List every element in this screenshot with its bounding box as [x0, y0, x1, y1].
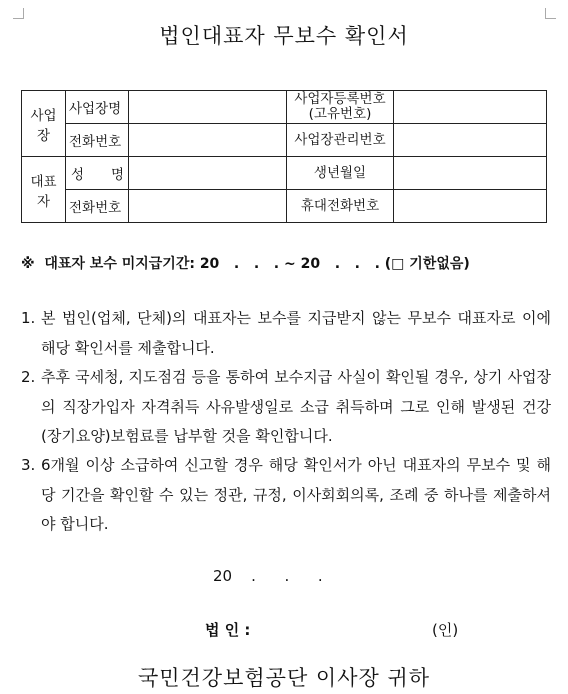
mobile-field[interactable]: [394, 190, 547, 223]
document-title: 법인대표자 무보수 확인서: [159, 24, 409, 48]
table-row: [22, 91, 547, 124]
workplace-phone-field[interactable]: [129, 124, 287, 157]
list-item: [21, 304, 551, 363]
page-corner-mark: [545, 8, 556, 19]
workplace-name-field[interactable]: [129, 91, 287, 124]
business-reg-label: [287, 91, 394, 124]
birth-label: 생년월일: [287, 157, 394, 190]
unpaid-period-notice: ※ 대표자 보수 미지급기간: 20 . . . ~ 20 . . . (□ 기한없음): [21, 256, 470, 272]
table-row: [22, 124, 547, 157]
workplace-phone-label: 전화번호: [66, 124, 129, 157]
date-line: 20 . . .: [213, 567, 323, 585]
item-number: 2.: [21, 368, 36, 386]
list-item: [21, 363, 551, 452]
rep-name-label: 성 명: [66, 157, 129, 190]
item-text: 본 법인(업체, 단체)의 대표자는 보수를 지급받지 않는 무보수 대표자로 이에 해당 확인서를 제출합니다.: [41, 309, 551, 357]
birth-field[interactable]: [394, 157, 547, 190]
rep-phone-label: 전화번호: [66, 190, 129, 223]
item-text: 6개월 이상 소급하여 신고할 경우 해당 확인서가 아닌 대표자의 무보수 및 해당 기간을 확인할 수 있는 정관, 규정, 이사회회의록, 조례 중 하나를 제출하셔야 합니다.: [41, 456, 551, 533]
business-reg-label-line2: (고유번호): [308, 106, 372, 122]
info-table: [21, 90, 547, 223]
list-item: [21, 451, 551, 540]
mobile-label: 휴대전화번호: [287, 190, 394, 223]
addressee: 국민건강보험공단 이사장 귀하: [137, 666, 431, 690]
business-reg-field[interactable]: [394, 91, 547, 124]
item-number: 1.: [21, 309, 36, 327]
seal-mark: (인): [432, 621, 459, 639]
rep-name-field[interactable]: [129, 157, 287, 190]
item-text: 추후 국세청, 지도점검 등을 통하여 보수지급 사실이 확인될 경우, 상기 사업장의 직장가입자 자격취득 사유발생일로 소급 취득하며 그로 인해 발생된 건강(장기요양)보험료를 납부할 것을 확인합니다.: [41, 368, 551, 445]
table-row: [22, 190, 547, 223]
page-corner-mark: [13, 8, 24, 19]
corporation-label: 법 인 :: [205, 621, 251, 639]
workplace-mgmt-label: 사업장관리번호: [287, 124, 394, 157]
workplace-mgmt-field[interactable]: [394, 124, 547, 157]
workplace-category-cell: 사업장: [22, 91, 66, 157]
rep-phone-field[interactable]: [129, 190, 287, 223]
business-reg-label-line1: 사업자등록번호: [294, 91, 386, 107]
rep-category-cell: 대표자: [22, 157, 66, 223]
table-row: [22, 157, 547, 190]
workplace-name-label: 사업장명: [66, 91, 129, 124]
item-number: 3.: [21, 456, 36, 474]
